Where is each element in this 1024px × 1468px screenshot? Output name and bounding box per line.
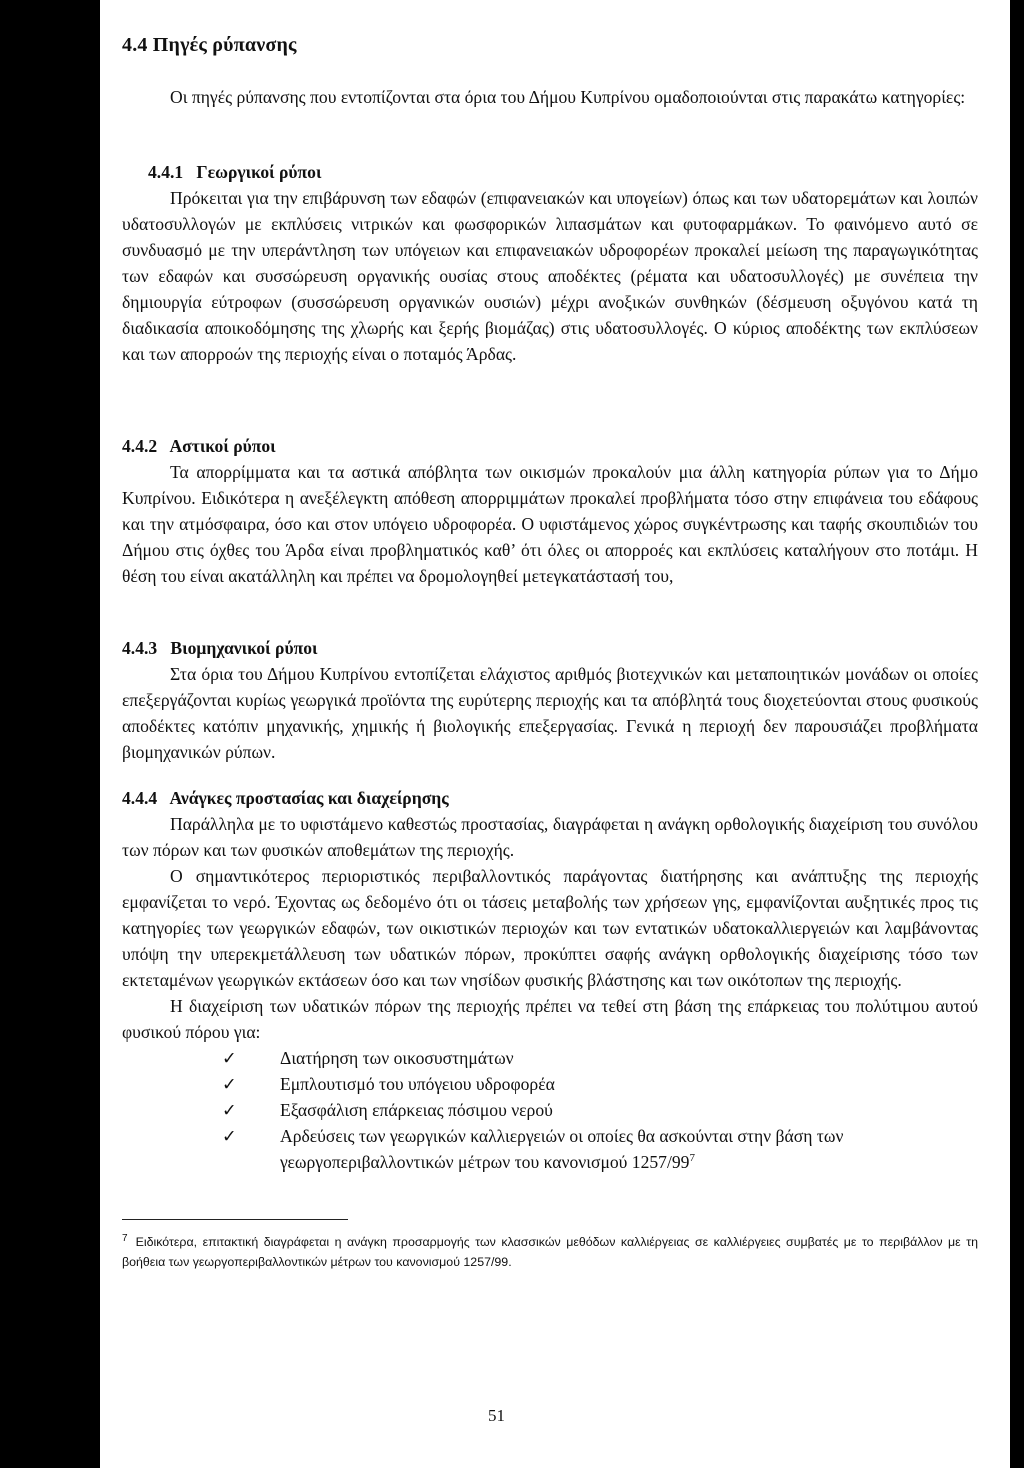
subsection-heading xyxy=(122,635,978,661)
subsection-agricultural xyxy=(122,159,978,367)
subsection-heading xyxy=(122,159,978,185)
subsection-title: Αστικοί ρύποι xyxy=(169,436,276,456)
subsection-paragraph: Στα όρια του Δήμου Κυπρίνου εντοπίζεται ελάχιστος αριθμός βιοτεχνικών και μεταποιητικών μονάδων οι οποίες επεξεργάζονται κυρίως γεωργικά προϊόντα της ευρύτερης περιοχής και τα απόβλητά τους διοχετεύονται στους φυσικούς αποδέκτες κατόπιν μηχανικής, χημικής ή βιολογικής επεξεργασίας. Γενικά η περιοχή δεν παρουσιάζει προβλήματα βιομηχανικών ρύπων. xyxy=(122,664,978,762)
list-item xyxy=(222,1097,978,1123)
list-item xyxy=(222,1123,978,1175)
page-number: 51 xyxy=(488,1406,505,1425)
checkmark-icon: ✓ xyxy=(222,1100,237,1120)
checkmark-icon: ✓ xyxy=(222,1048,237,1068)
subsection-paragraph: Πρόκειται για την επιβάρυνση των εδαφών (επιφανειακών και υπογείων) όπως και των υδατορεμάτων και λοιπών υδατοσυλλογών με εκπλύσεις νιτρικών και φωσφορικών λιπασμάτων και φυτοφαρμάκων. Το φαινόμενο αυτό σε συνδυασμό με την υπεράντληση των υπόγειων και επιφανειακών υδροφορέων προκαλεί μείωση της παραγωγικότητας των εδαφών και συσσώρευση οργανικής ουσίας στους αποδέκτες (ρέματα και υδατοσυλλογές) με συνέπεια την δημιουργία εύτροφων (συσσώρευση οργανικών ουσιών) μέχρι ανοξικών συνθηκών (δέσμευση οξυγόνου κατά τη διαδικασία αποικοδόμησης της χλωρής και ξερής βιομάζας) στις υδατοσυλλογές. Ο κύριος αποδέκτης των εκπλύσεων και των απορροών της περιοχής είναι ο ποταμός Άρδας. xyxy=(122,188,978,364)
subsection-urban xyxy=(122,433,978,589)
bullet-list xyxy=(122,1045,978,1175)
section-heading: 4.4 Πηγές ρύπανσης xyxy=(122,34,297,56)
footnote xyxy=(122,1232,978,1272)
footnote-divider xyxy=(122,1219,348,1220)
subsection-heading xyxy=(122,785,978,811)
list-item xyxy=(222,1071,978,1097)
list-item xyxy=(222,1045,978,1071)
subsection-paragraph: Παράλληλα με το υφιστάμενο καθεστώς προστασίας, διαγράφεται η ανάγκη ορθολογικής διαχείριση του συνόλου των πόρων και των φυσικών αποθεμάτων της περιοχής. xyxy=(122,814,978,860)
subsection-number: 4.4.3 xyxy=(122,638,158,658)
checkmark-icon: ✓ xyxy=(222,1074,237,1094)
subsection-paragraph: Τα απορρίμματα και τα αστικά απόβλητα των οικισμών προκαλούν μια άλλη κατηγορία ρύπων για το Δήμο Κυπρίνου. Ειδικότερα η ανεξέλεγκτη απόθεση απορριμμάτων προκαλεί προβλήματα τόσο στην επιφάνεια του εδάφους και την ατμόσφαιρα, όσο και στον υπόγειο υδροφορέα. Ο υφιστάμενος χώρος συγκέντρωσης και ταφής σκουπιδιών του Δήμου στις όχθες του Άρδα είναι προβληματικός καθ’ ότι όλες οι απορροές και εκπλύσεις καταλήγουν στο ποτάμι. Η θέση του είναι ακατάλληλη και πρέπει να δρομολογηθεί μετεγκατάστασή του, xyxy=(122,462,978,586)
document-page xyxy=(100,0,1010,1468)
subsection-number: 4.4.4 xyxy=(122,788,158,808)
subsection-number: 4.4.2 xyxy=(122,436,158,456)
footnote-text: Ειδικότερα, επιτακτική διαγράφεται η ανάγκη προσαρμογής των κλασσικών μεθόδων καλλιέργειας σε καλλιέργειες συμβατές με το περιβάλλον με τη βοήθεια των γεωργοπεριβαλλοντικών μέτρων του κανονισμού 1257/99. xyxy=(122,1235,978,1269)
subsection-title: Ανάγκες προστασίας και διαχείρησης xyxy=(169,788,449,808)
list-item-text: Εξασφάλιση επάρκειας πόσιμου νερού xyxy=(280,1100,553,1120)
subsection-number: 4.4.1 xyxy=(148,162,184,182)
list-item-text: Διατήρηση των οικοσυστημάτων xyxy=(280,1048,514,1068)
subsection-title: Γεωργικοί ρύποι xyxy=(196,162,322,182)
subsection-paragraph: Η διαχείριση των υδατικών πόρων της περιοχής πρέπει να τεθεί στη βάση της επάρκειας του πολύτιμου αυτού φυσικού πόρου για: xyxy=(122,996,978,1042)
subsection-protection xyxy=(122,785,978,1175)
subsection-heading xyxy=(122,433,978,459)
subsection-title: Βιομηχανικοί ρύποι xyxy=(170,638,318,658)
checkmark-icon: ✓ xyxy=(222,1126,237,1146)
intro-paragraph: Οι πηγές ρύπανσης που εντοπίζονται στα όρια του Δήμου Κυπρίνου ομαδοποιούνται στις παρακάτω κατηγορίες: xyxy=(170,87,966,107)
footnote-reference[interactable]: 7 xyxy=(689,1152,695,1165)
list-item-text: Εμπλουτισμό του υπόγειου υδροφορέα xyxy=(280,1074,555,1094)
list-item-text: Αρδεύσεις των γεωργικών καλλιεργειών οι οποίες θα ασκούνται στην βάση των γεωργοπεριβαλλοντικών μέτρων του κανονισμού 1257/99 xyxy=(280,1126,844,1172)
footnote-number: 7 xyxy=(122,1232,128,1244)
subsection-industrial xyxy=(122,635,978,765)
subsection-paragraph: Ο σημαντικότερος περιοριστικός περιβαλλοντικός παράγοντας διατήρησης και ανάπτυξης της περιοχής εμφανίζεται το νερό. Έχοντας ως δεδομένο ότι οι τάσεις μεταβολής των χρήσεων γης, εμφανίζονται αυξητικές προς τις κατηγορίες των γεωργικών εδαφών, των οικιστικών περιοχών και των εντατικών υδατοκαλλιεργειών και λαμβάνοντας υπόψη την υπερεκμετάλλευση των υδατικών πόρων, προκύπτει σαφής ανάγκη ορθολογικής διαχείρισης τόσο των εκτεταμένων γεωργικών εκτάσεων όσο και των νησίδων φυσικής βλάστησης και των οικότοπων της περιοχής. xyxy=(122,866,978,990)
